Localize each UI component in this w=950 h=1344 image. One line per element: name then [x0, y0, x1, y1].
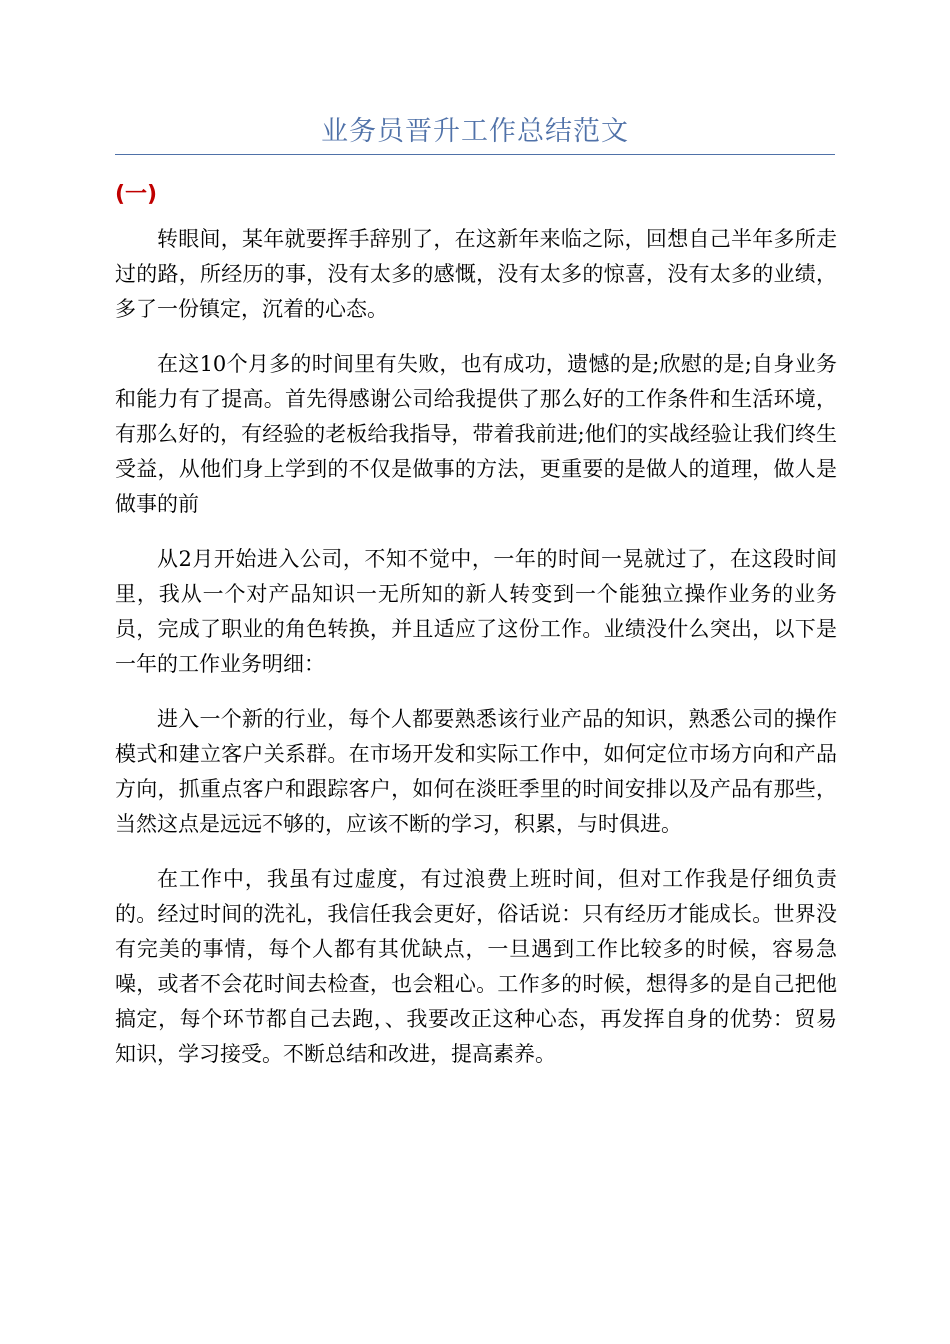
document-body	[115, 222, 837, 1092]
document-title: 业务员晋升工作总结范文	[321, 116, 629, 147]
title-underline	[115, 154, 835, 155]
paragraph: 转眼间，某年就要挥手辞别了，在这新年来临之际，回想自己半年多所走过的路，所经历的事，没有太多的感慨，没有太多的惊喜，没有太多的业绩，多了一份镇定，沉着的心态。	[115, 227, 837, 321]
section-heading: (一)	[115, 182, 158, 207]
paragraph: 在工作中，我虽有过虚度，有过浪费上班时间，但对工作我是仔细负责的。经过时间的洗礼，我信任我会更好，俗话说：只有经历才能成长。世界没有完美的事情，每个人都有其优缺点，一旦遇到工作比较多的时候，容易急噪，或者不会花时间去检查，也会粗心。工作多的时候，想得多的是自己把他搞定，每个环节都自己去跑，、我要改正这种心态，再发挥自身的优势：贸易知识，学习接受。不断总结和改进，提高素养。	[115, 867, 837, 1066]
paragraph: 从2月开始进入公司，不知不觉中，一年的时间一晃就过了，在这段时间里，我从一个对产品知识一无所知的新人转变到一个能独立操作业务的业务员，完成了职业的角色转换，并且适应了这份工作。业绩没什么突出，以下是一年的工作业务明细：	[115, 547, 837, 676]
paragraph: 进入一个新的行业，每个人都要熟悉该行业产品的知识，熟悉公司的操作模式和建立客户关系群。在市场开发和实际工作中，如何定位市场方向和产品方向，抓重点客户和跟踪客户，如何在淡旺季里的时间安排以及产品有那些，当然这点是远远不够的，应该不断的学习，积累，与时俱进。	[115, 707, 837, 836]
paragraph: 在这10个月多的时间里有失败，也有成功，遗憾的是;欣慰的是;自身业务和能力有了提高。首先得感谢公司给我提供了那么好的工作条件和生活环境，有那么好的，有经验的老板给我指导，带着我前进;他们的实战经验让我们终生受益，从他们身上学到的不仅是做事的方法，更重要的是做人的道理，做人是做事的前	[115, 352, 837, 516]
